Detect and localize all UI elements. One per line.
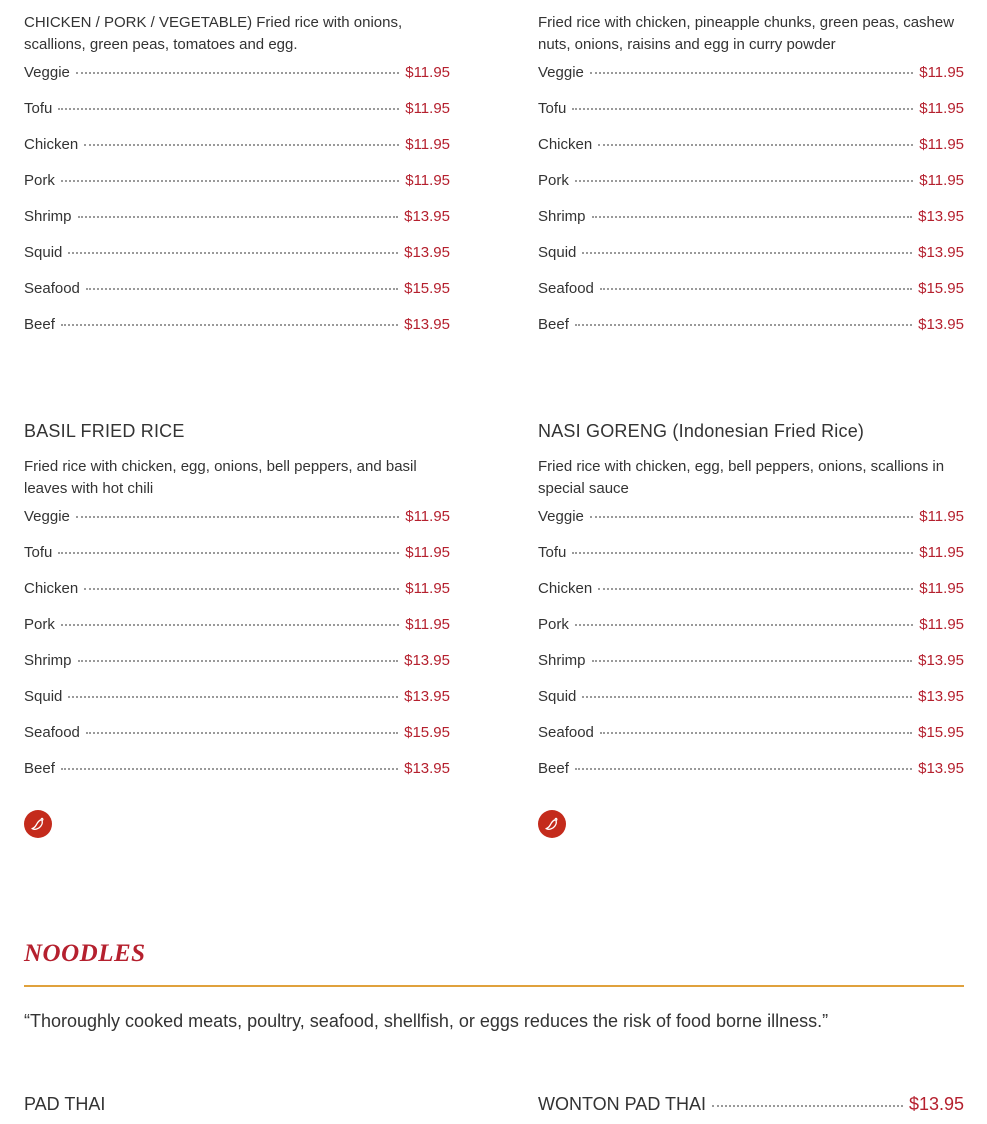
menu-section-nasi-goreng (538, 419, 964, 796)
item-name: Veggie (538, 64, 584, 81)
item-price: $11.95 (405, 64, 450, 81)
item-name: Chicken (24, 580, 79, 597)
menu-item-pork[interactable] (538, 616, 964, 652)
item-price: $13.95 (404, 316, 450, 333)
section-description: Fried rice with chicken, egg, bell peppers, onions, scallions in special sauce (538, 458, 945, 497)
menu-item-tofu[interactable] (24, 100, 450, 136)
menu-item-chicken[interactable] (538, 580, 964, 616)
menu-item-veggie[interactable] (24, 508, 450, 544)
dot-leader (575, 624, 913, 626)
dot-leader (582, 252, 912, 254)
dot-leader (78, 216, 399, 218)
dot-leader (600, 288, 912, 290)
menu-item-shrimp[interactable] (538, 652, 964, 688)
menu-item-veggie[interactable] (24, 64, 450, 100)
item-price: $11.95 (919, 544, 964, 561)
menu-item-chicken[interactable] (538, 136, 964, 172)
item-price: $13.95 (404, 244, 450, 261)
menu-item-pork[interactable] (24, 616, 450, 652)
item-price: $15.95 (404, 280, 450, 297)
item-list (538, 64, 964, 352)
dot-leader (572, 108, 913, 110)
chili-pepper-icon (538, 810, 566, 838)
section-description: Fried rice with chicken, egg, onions, bell peppers, and basil leaves with hot chili (24, 458, 417, 497)
item-name: Seafood (538, 724, 594, 741)
item-name: Chicken (538, 580, 593, 597)
section-description: CHICKEN / PORK / VEGETABLE) Fried rice with onions, scallions, green peas, tomatoes and egg. (24, 14, 403, 53)
dot-leader (598, 144, 913, 146)
dot-leader (68, 696, 398, 698)
dot-leader (61, 768, 398, 770)
menu-item-tofu[interactable] (538, 544, 964, 580)
item-price: $11.95 (405, 172, 450, 189)
menu-item-seafood[interactable] (538, 724, 964, 760)
item-price: $13.95 (404, 760, 450, 777)
menu-item-beef[interactable] (538, 760, 964, 796)
dot-leader (575, 180, 913, 182)
section-heading-noodles: NOODLES (24, 940, 146, 967)
item-price: $15.95 (404, 724, 450, 741)
item-price: $13.95 (918, 688, 964, 705)
dot-leader (600, 732, 912, 734)
menu-item-shrimp[interactable] (24, 208, 450, 244)
item-price: $13.95 (918, 244, 964, 261)
item-price: $11.95 (919, 136, 964, 153)
item-name: Seafood (24, 724, 80, 741)
item-price: $11.95 (405, 508, 450, 525)
menu-item-shrimp[interactable] (24, 652, 450, 688)
item-name: Seafood (24, 280, 80, 297)
menu-item-squid[interactable] (24, 688, 450, 724)
item-name: Beef (538, 760, 569, 777)
item-price: $11.95 (405, 544, 450, 561)
item-price: $13.95 (404, 652, 450, 669)
item-name: Tofu (538, 100, 567, 117)
menu-item-tofu[interactable] (538, 100, 964, 136)
menu-item-beef[interactable] (24, 316, 450, 352)
item-price: $13.95 (918, 760, 964, 777)
dot-leader (592, 216, 913, 218)
dot-leader (582, 696, 912, 698)
section-description: Fried rice with chicken, pineapple chunks, green peas, cashew nuts, onions, raisins and egg in curry powder (538, 14, 955, 53)
item-name: PAD THAI (24, 1094, 106, 1114)
item-name: Squid (24, 688, 63, 705)
item-name: WONTON PAD THAI (538, 1094, 707, 1114)
item-name: Veggie (24, 64, 70, 81)
menu-item-shrimp[interactable] (538, 208, 964, 244)
item-name: Pork (24, 172, 55, 189)
item-name: Veggie (24, 508, 70, 525)
dot-leader (61, 180, 399, 182)
dot-leader (58, 108, 399, 110)
dot-leader (86, 288, 398, 290)
item-price: $15.95 (918, 724, 964, 741)
item-list (538, 508, 964, 796)
dot-leader (598, 588, 913, 590)
dot-leader (78, 660, 399, 662)
item-price: $11.95 (405, 616, 450, 633)
food-safety-notice: “Thoroughly cooked meats, poultry, seafood, shellfish, or eggs reduces the risk of food borne illness.” (24, 1011, 829, 1031)
dot-leader (84, 144, 399, 146)
section-title: BASIL FRIED RICE (24, 421, 185, 441)
item-price: $11.95 (919, 508, 964, 525)
item-price: $13.95 (918, 316, 964, 333)
menu-item-veggie[interactable] (538, 64, 964, 100)
item-name: Tofu (538, 544, 567, 561)
item-name: Shrimp (538, 652, 586, 669)
menu-item-tofu[interactable] (24, 544, 450, 580)
menu-item-pork[interactable] (538, 172, 964, 208)
item-price: $13.95 (404, 688, 450, 705)
section-title: NASI GORENG (Indonesian Fried Rice) (538, 421, 865, 441)
item-price: $13.95 (908, 1094, 964, 1114)
menu-item-beef[interactable] (24, 760, 450, 796)
item-name: Squid (24, 244, 63, 261)
menu-section-pineapple-fried-rice (538, 12, 964, 352)
dot-leader (590, 72, 913, 74)
item-name: Chicken (538, 136, 593, 153)
item-name: Pork (538, 616, 569, 633)
item-name: Pork (24, 616, 55, 633)
menu-item-seafood[interactable] (24, 280, 450, 316)
item-price: $13.95 (918, 652, 964, 669)
item-price: $11.95 (919, 64, 964, 81)
item-price: $15.95 (918, 280, 964, 297)
item-price: $11.95 (405, 136, 450, 153)
menu-item-seafood[interactable] (538, 280, 964, 316)
menu-item-chicken[interactable] (24, 136, 450, 172)
item-price: $11.95 (919, 172, 964, 189)
menu-item-veggie[interactable] (538, 508, 964, 544)
menu-item-wonton-pad-thai[interactable] (538, 1094, 964, 1115)
menu-item-chicken[interactable] (24, 580, 450, 616)
item-price: $11.95 (405, 580, 450, 597)
menu-item-pork[interactable] (24, 172, 450, 208)
menu-item-squid[interactable] (24, 244, 450, 280)
dot-leader (61, 624, 399, 626)
dot-leader (592, 660, 913, 662)
item-name: Beef (24, 316, 55, 333)
item-price: $13.95 (404, 208, 450, 225)
item-name: Pork (538, 172, 569, 189)
item-name: Veggie (538, 508, 584, 525)
chili-pepper-icon (24, 810, 52, 838)
dot-leader (61, 324, 398, 326)
dot-leader (575, 324, 912, 326)
menu-item-seafood[interactable] (24, 724, 450, 760)
item-name: Shrimp (24, 208, 72, 225)
dot-leader (572, 552, 913, 554)
item-name: Tofu (24, 544, 53, 561)
item-name: Squid (538, 244, 577, 261)
dot-leader (712, 1105, 903, 1107)
item-price: $11.95 (919, 580, 964, 597)
item-price: $11.95 (919, 616, 964, 633)
dot-leader (590, 516, 913, 518)
item-price: $11.95 (919, 100, 964, 117)
item-name: Beef (24, 760, 55, 777)
dot-leader (84, 588, 399, 590)
dot-leader (76, 72, 399, 74)
item-price: $11.95 (405, 100, 450, 117)
item-name: Shrimp (24, 652, 72, 669)
item-price: $13.95 (918, 208, 964, 225)
item-name: Squid (538, 688, 577, 705)
dot-leader (575, 768, 912, 770)
item-name: Beef (538, 316, 569, 333)
dot-leader (58, 552, 399, 554)
menu-item-beef[interactable] (538, 316, 964, 352)
menu-section-fried-rice (24, 12, 450, 352)
menu-item-squid[interactable] (538, 688, 964, 724)
section-divider (24, 985, 964, 987)
dot-leader (68, 252, 398, 254)
menu-section-basil-fried-rice (24, 419, 450, 796)
dot-leader (86, 732, 398, 734)
item-name: Chicken (24, 136, 79, 153)
item-list (24, 64, 450, 352)
item-name: Tofu (24, 100, 53, 117)
dot-leader (76, 516, 399, 518)
item-name: Seafood (538, 280, 594, 297)
menu-item-squid[interactable] (538, 244, 964, 280)
item-name: Shrimp (538, 208, 586, 225)
item-list (24, 508, 450, 796)
menu-item-pad-thai[interactable] (24, 1094, 450, 1115)
